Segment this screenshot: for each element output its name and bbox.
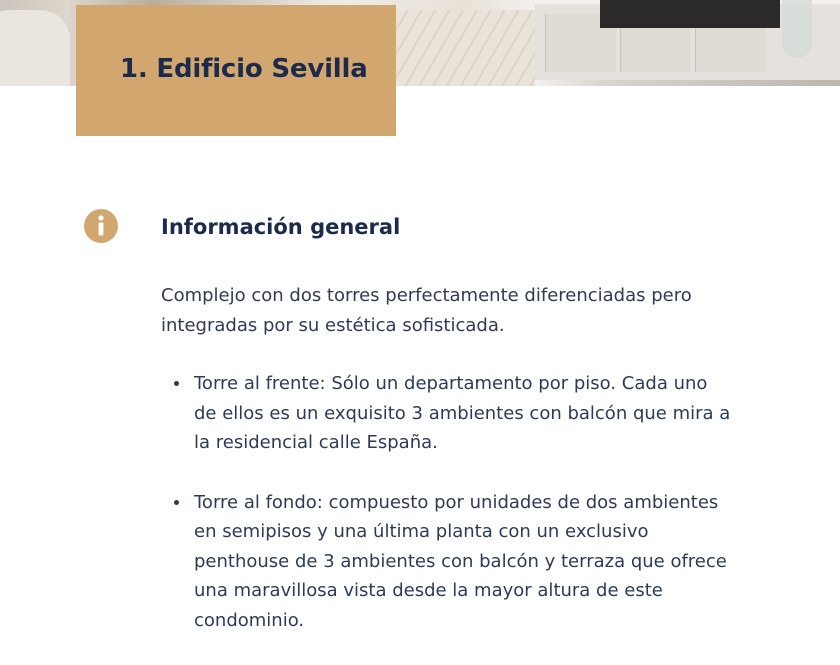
info-icon	[84, 209, 118, 243]
list-item: Torre al fondo: compuesto por unidades de dos ambientes en semipisos y una última planta con un exclusivo penthouse de 3 ambientes con balcón y terraza que ofrece una maravillosa vista desde la mayor altura de este condominio.	[194, 488, 734, 636]
glass-vase	[782, 0, 812, 58]
feature-list	[194, 369, 734, 665]
list-item: Torre al frente: Sólo un departamento por piso. Cada uno de ellos es un exquisito 3 ambientes con balcón que mira a la residencial calle España.	[194, 369, 734, 458]
page-title: 1. Edificio Sevilla	[120, 54, 368, 84]
section-heading: Información general	[161, 215, 401, 239]
sofa-shape	[0, 10, 70, 86]
television	[600, 0, 780, 28]
intro-paragraph: Complejo con dos torres perfectamente diferenciadas pero integradas por su estética sofisticada.	[161, 285, 692, 336]
wood-floor	[395, 10, 535, 86]
